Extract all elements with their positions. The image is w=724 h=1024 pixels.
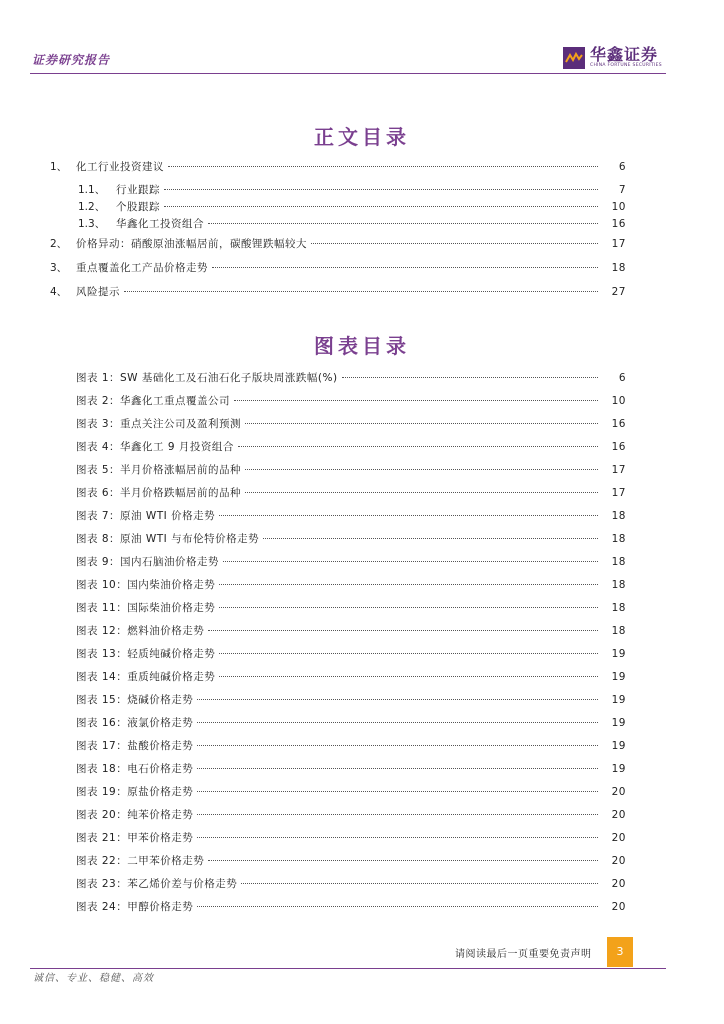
figure-entry-page: 19 — [611, 648, 626, 660]
dot-leader — [197, 827, 598, 838]
figure-entry[interactable] — [76, 761, 626, 777]
figure-entry-page: 10 — [611, 395, 626, 407]
dot-leader — [219, 574, 598, 585]
figure-entry-page: 19 — [611, 763, 626, 775]
dot-leader — [219, 505, 598, 516]
main-toc-title: 正文目录 — [314, 125, 410, 149]
figure-entry[interactable] — [76, 784, 626, 800]
toc-entry-label: 华鑫化工投资组合 — [116, 218, 204, 230]
toc-entry-label: 行业跟踪 — [116, 184, 160, 196]
toc-entry-page: 27 — [611, 286, 626, 298]
figure-entry-page: 20 — [611, 878, 626, 890]
figure-entry[interactable] — [76, 807, 626, 823]
figure-entry-label: 图表 19：原盐价格走势 — [76, 786, 194, 798]
figure-entry[interactable] — [76, 462, 626, 478]
figure-entry-label: 图表 21：甲苯价格走势 — [76, 832, 194, 844]
figure-entry[interactable] — [76, 738, 626, 754]
figure-entry-page: 18 — [611, 510, 626, 522]
figure-entry-label: 图表 6：半月价格跌幅居前的品种 — [76, 487, 242, 499]
figure-entry-label: 图表 13：轻质纯碱价格走势 — [76, 648, 216, 660]
toc-entry[interactable] — [78, 216, 626, 232]
dot-leader — [197, 896, 598, 907]
report-type-label: 证券研究报告 — [32, 53, 111, 67]
dot-leader — [238, 436, 598, 447]
figure-entry[interactable] — [76, 600, 626, 616]
figure-entry-label: 图表 20：纯苯价格走势 — [76, 809, 194, 821]
figure-entry[interactable] — [76, 393, 626, 409]
dot-leader — [197, 689, 598, 700]
dot-leader — [342, 367, 598, 378]
figure-entry-page: 18 — [611, 579, 626, 591]
dot-leader — [263, 528, 598, 539]
dot-leader — [164, 179, 598, 190]
dot-leader — [197, 781, 598, 792]
figure-entry-page: 17 — [611, 487, 626, 499]
dot-leader — [197, 735, 598, 746]
toc-entry-number: 1.2、 — [78, 201, 106, 213]
toc-entry-page: 7 — [618, 184, 626, 196]
dot-leader — [124, 281, 598, 292]
dot-leader — [311, 233, 598, 244]
dot-leader — [245, 459, 598, 470]
figure-entry[interactable] — [76, 439, 626, 455]
figure-entry-page: 6 — [618, 372, 626, 384]
dot-leader — [219, 597, 598, 608]
figure-entry[interactable] — [76, 416, 626, 432]
toc-entry[interactable] — [50, 159, 626, 175]
figure-entry[interactable] — [76, 830, 626, 846]
figure-entry-label: 图表 16：液氯价格走势 — [76, 717, 194, 729]
figure-entry-page: 17 — [611, 464, 626, 476]
figure-entry-label: 图表 17：盐酸价格走势 — [76, 740, 194, 752]
figure-entry-label: 图表 2：华鑫化工重点覆盖公司 — [76, 395, 231, 407]
toc-entry[interactable] — [50, 236, 626, 252]
figure-entry-page: 16 — [611, 441, 626, 453]
dot-leader — [212, 257, 598, 268]
toc-entry-page: 17 — [611, 238, 626, 250]
toc-entry-page: 6 — [618, 161, 626, 173]
figure-entry-label: 图表 3：重点关注公司及盈利预测 — [76, 418, 242, 430]
figure-entry[interactable] — [76, 508, 626, 524]
dot-leader — [208, 213, 598, 224]
figure-entry[interactable] — [76, 577, 626, 593]
figure-entry[interactable] — [76, 370, 626, 386]
figure-entry-label: 图表 15：烧碱价格走势 — [76, 694, 194, 706]
dot-leader — [219, 643, 598, 654]
figure-toc-title: 图表目录 — [314, 334, 410, 358]
toc-entry-number: 1、 — [50, 161, 68, 173]
dot-leader — [197, 758, 598, 769]
dot-leader — [168, 156, 598, 167]
brand-logo — [563, 46, 662, 69]
figure-entry[interactable] — [76, 485, 626, 501]
figure-entry-page: 20 — [611, 809, 626, 821]
toc-entry[interactable] — [50, 260, 626, 276]
figure-entry-label: 图表 18：电石价格走势 — [76, 763, 194, 775]
dot-leader — [234, 390, 598, 401]
figure-entry[interactable] — [76, 669, 626, 685]
figure-entry-page: 18 — [611, 533, 626, 545]
figure-entry-page: 20 — [611, 786, 626, 798]
dot-leader — [245, 482, 598, 493]
figure-entry-page: 20 — [611, 901, 626, 913]
figure-entry-page: 18 — [611, 625, 626, 637]
dot-leader — [245, 413, 598, 424]
figure-entry-label: 图表 22：二甲苯价格走势 — [76, 855, 205, 867]
figure-entry[interactable] — [76, 876, 626, 892]
figure-entry[interactable] — [76, 853, 626, 869]
toc-entry-page: 18 — [611, 262, 626, 274]
figure-entry-label: 图表 12：燃料油价格走势 — [76, 625, 205, 637]
figure-entry-label: 图表 1：SW 基础化工及石油石化子版块周涨跌幅(%) — [76, 372, 338, 384]
header-divider — [30, 73, 666, 74]
figure-entry[interactable] — [76, 692, 626, 708]
toc-entry-number: 3、 — [50, 262, 68, 274]
dot-leader — [223, 551, 598, 562]
figure-entry-page: 19 — [611, 717, 626, 729]
brand-mark-icon — [563, 47, 585, 69]
dot-leader — [208, 620, 598, 631]
figure-entry[interactable] — [76, 554, 626, 570]
figure-entry-page: 18 — [611, 602, 626, 614]
dot-leader — [197, 804, 598, 815]
figure-entry-label: 图表 5：半月价格涨幅居前的品种 — [76, 464, 242, 476]
page-number-badge: 3 — [607, 937, 633, 967]
figure-entry[interactable] — [76, 531, 626, 547]
figure-entry-label: 图表 23：苯乙烯价差与价格走势 — [76, 878, 238, 890]
figure-entry-label: 图表 7：原油 WTI 价格走势 — [76, 510, 216, 522]
figure-entry-page: 16 — [611, 418, 626, 430]
toc-entry-number: 1.3、 — [78, 218, 106, 230]
toc-entry-page: 10 — [611, 201, 626, 213]
figure-entry-label: 图表 24：甲醇价格走势 — [76, 901, 194, 913]
dot-leader — [241, 873, 598, 884]
figure-entry-label: 图表 9：国内石脑油价格走势 — [76, 556, 220, 568]
company-motto: 诚信、专业、稳健、高效 — [33, 973, 154, 984]
toc-entry-label: 重点覆盖化工产品价格走势 — [76, 262, 208, 274]
dot-leader — [219, 666, 598, 677]
figure-entry-page: 20 — [611, 832, 626, 844]
toc-entry-label: 个股跟踪 — [116, 201, 160, 213]
figure-entry-label: 图表 11：国际柴油价格走势 — [76, 602, 216, 614]
brand-name-cn: 华鑫证券 — [590, 45, 659, 64]
toc-entry-number: 2、 — [50, 238, 68, 250]
figure-entry[interactable] — [76, 899, 626, 915]
figure-entry[interactable] — [76, 715, 626, 731]
dot-leader — [164, 196, 598, 207]
figure-entry-label: 图表 14：重质纯碱价格走势 — [76, 671, 216, 683]
dot-leader — [208, 850, 598, 861]
figure-entry-label: 图表 8：原油 WTI 与布伦特价格走势 — [76, 533, 260, 545]
figure-entry[interactable] — [76, 623, 626, 639]
figure-entry-label: 图表 10：国内柴油价格走势 — [76, 579, 216, 591]
figure-entry-page: 19 — [611, 671, 626, 683]
figure-entry-page: 18 — [611, 556, 626, 568]
figure-entry-label: 图表 4：华鑫化工 9 月投资组合 — [76, 441, 234, 453]
figure-entry[interactable] — [76, 646, 626, 662]
toc-entry-page: 16 — [611, 218, 626, 230]
toc-entry-label: 化工行业投资建议 — [76, 161, 164, 173]
brand-name-en: CHINA FORTUNE SECURITIES — [590, 63, 662, 68]
figure-entry-page: 20 — [611, 855, 626, 867]
toc-entry-number: 1.1、 — [78, 184, 106, 196]
toc-entry[interactable] — [50, 284, 626, 300]
toc-entry-number: 4、 — [50, 286, 68, 298]
toc-entry-label: 风险提示 — [76, 286, 120, 298]
disclaimer-note: 请阅读最后一页重要免责声明 — [455, 949, 592, 960]
toc-entry-label: 价格异动：硝酸原油涨幅居前，碳酸锂跌幅较大 — [76, 238, 307, 250]
figure-entry-page: 19 — [611, 740, 626, 752]
figure-entry-page: 19 — [611, 694, 626, 706]
dot-leader — [197, 712, 598, 723]
